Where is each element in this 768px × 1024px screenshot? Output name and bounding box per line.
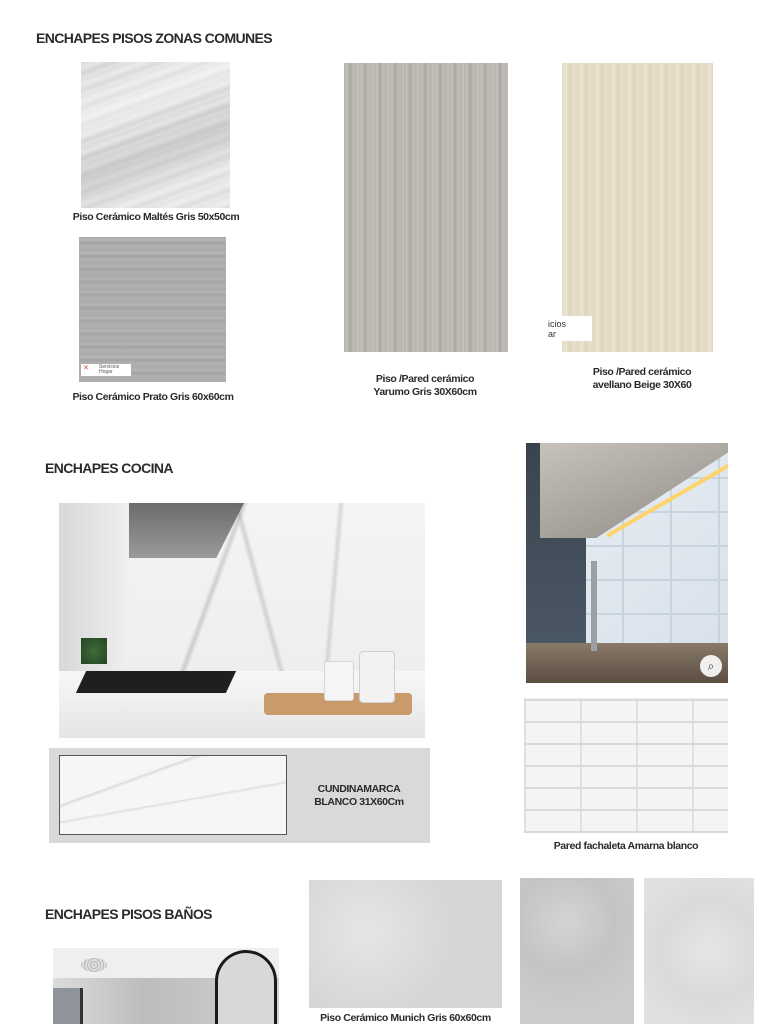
brand-logo-partial	[548, 316, 592, 341]
tile-avellano-caption	[572, 366, 712, 392]
tile-stone-light-image	[644, 878, 754, 1024]
tile-stone-dark-image	[520, 878, 634, 1024]
bathroom-window	[53, 988, 83, 1024]
tile-amarna-image	[524, 698, 728, 833]
bathroom-photo	[53, 948, 279, 1024]
brand-logo-text-2: Hogar	[99, 369, 113, 375]
tile-maltes-image	[81, 62, 230, 208]
tile-avellano-caption-line2: avellano Beige 30X60	[592, 379, 692, 391]
tile-cundinamarca-caption-line2: BLANCO 31X60Cm	[314, 796, 404, 808]
tile-avellano-image	[562, 63, 713, 352]
tile-munich-caption: Piso Cerámico Munich Gris 60x60cm	[320, 1012, 491, 1024]
upper-cabinet	[540, 443, 728, 538]
brand-mark-icon: ✕	[83, 365, 89, 372]
plant	[81, 638, 107, 664]
tile-prato-image	[79, 237, 226, 382]
cooktop	[76, 671, 236, 693]
tile-yarumo-caption-line1: Piso /Pared cerámico	[375, 373, 475, 385]
brand-logo-text-1: Servicios	[99, 364, 120, 370]
ceiling-vent	[81, 958, 107, 972]
canister	[324, 661, 354, 701]
tile-munich-image	[309, 880, 502, 1008]
tile-yarumo-caption	[355, 373, 495, 399]
tile-cundinamarca-image	[59, 755, 287, 835]
brand-logo-partial-text-1: icios	[548, 319, 567, 329]
tile-cundinamarca-caption	[296, 783, 422, 809]
section-heading-bath: ENCHAPES PISOS BAÑOS	[45, 906, 212, 922]
section-heading-kitchen: ENCHAPES COCINA	[45, 460, 173, 476]
kitchen-photo	[59, 503, 425, 738]
subway-wall-photo	[526, 443, 728, 683]
arched-mirror	[215, 950, 277, 1024]
tile-avellano-caption-line1: Piso /Pared cerámico	[592, 366, 692, 378]
faucet	[591, 561, 597, 651]
tile-yarumo-caption-line2: Yarumo Gris 30X60cm	[373, 386, 477, 398]
tile-cundinamarca-caption-line1: CUNDINAMARCA	[317, 783, 401, 795]
tile-amarna-caption: Pared fachaleta Amarna blanco	[553, 840, 699, 852]
brand-logo	[81, 364, 131, 376]
brand-logo-partial-text-2: ar	[548, 329, 557, 339]
tile-yarumo-image	[344, 63, 508, 352]
tile-prato-caption: Piso Cerámico Prato Gris 60x60cm	[72, 391, 234, 403]
sink-counter	[526, 643, 728, 683]
ceramic-jar	[359, 651, 395, 703]
lens-search-icon[interactable]: ⌕	[700, 655, 722, 677]
section-heading-common: ENCHAPES PISOS ZONAS COMUNES	[36, 30, 273, 46]
tile-maltes-caption: Piso Cerámico Maltés Gris 50x50cm	[72, 211, 240, 223]
